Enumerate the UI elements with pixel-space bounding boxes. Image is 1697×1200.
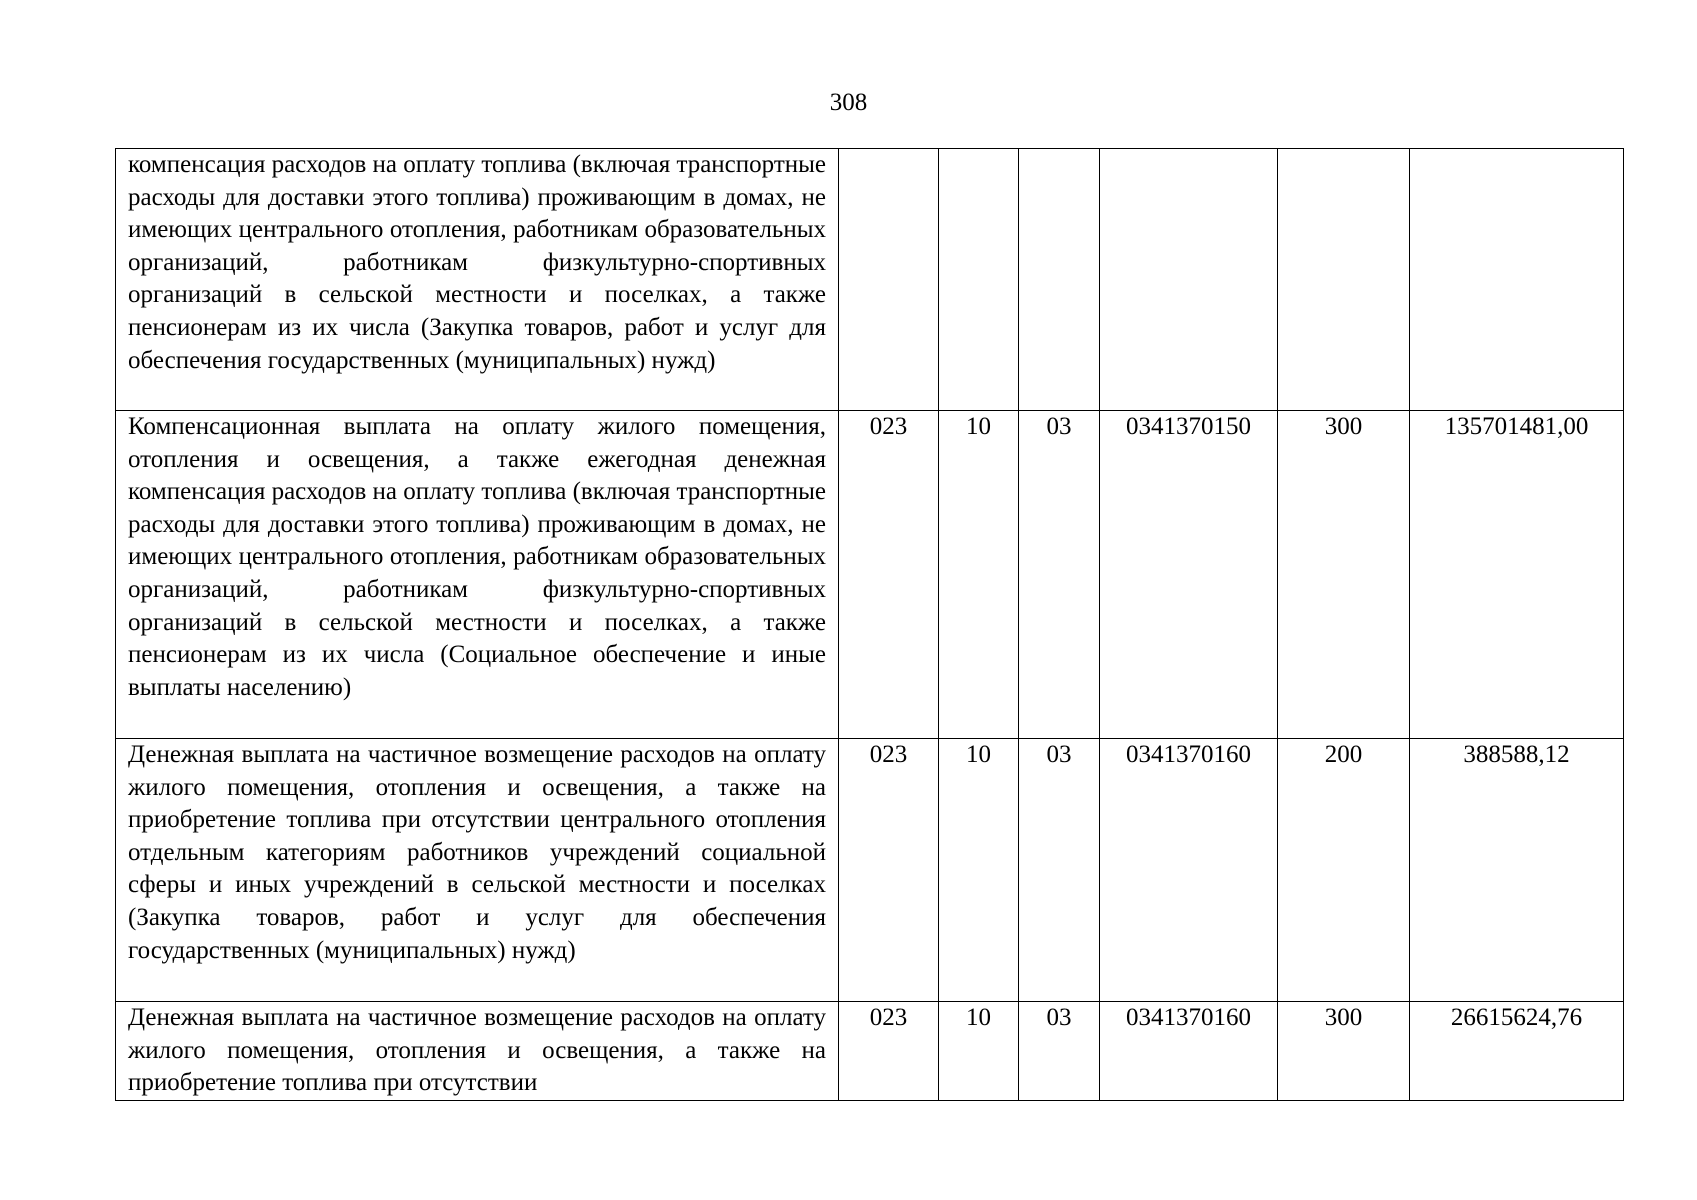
row-description: компенсация расходов на оплату топлива (включая транспортные расходы для доставки этого топлива) проживающим в домах, не имеющих центрального отопления, работникам образовательных организаций, работникам физкультурно-спортивных организаций в сельской местности и поселках, а также пенсионерам из их числа (Закупка товаров, работ и услуг для обеспечения государственных (муниципальных) нужд) <box>116 149 839 411</box>
subsection-code: 03 <box>1019 739 1100 1002</box>
target-article-code: 0341370150 <box>1100 411 1278 739</box>
target-article-code: 0341370160 <box>1100 739 1278 1002</box>
ministry-code: 023 <box>839 739 939 1002</box>
amount: 388588,12 <box>1410 739 1624 1002</box>
table-row <box>116 411 1624 739</box>
section-code: 10 <box>939 739 1019 1002</box>
subsection-code <box>1019 149 1100 411</box>
subsection-code: 03 <box>1019 411 1100 739</box>
page-number: 308 <box>829 89 868 116</box>
section-code: 10 <box>939 411 1019 739</box>
table-row <box>116 1002 1624 1101</box>
target-article-code: 0341370160 <box>1100 1002 1278 1101</box>
table-row <box>116 739 1624 1002</box>
section-code <box>939 149 1019 411</box>
table-row <box>116 149 1624 411</box>
amount: 26615624,76 <box>1410 1002 1624 1101</box>
row-description: Денежная выплата на частичное возмещение расходов на оплату жилого помещения, отопления и освещения, а также на приобретение топлива при отсутствии центрального отопления отдельным категориям работников учреждений социальной сферы и иных учреждений в сельской местности и поселках (Закупка товаров, работ и услуг для обеспечения государственных (муниципальных) нужд) <box>116 739 839 1002</box>
amount: 135701481,00 <box>1410 411 1624 739</box>
budget-table <box>115 148 1624 1101</box>
row-description: Компенсационная выплата на оплату жилого помещения, отопления и освещения, а также ежегодная денежная компенсация расходов на оплату топлива (включая транспортные расходы для доставки этого топлива) проживающим в домах, не имеющих центрального отопления, работникам образовательных организаций, работникам физкультурно-спортивных организаций в сельской местности и поселках, а также пенсионерам из их числа (Социальное обеспечение и иные выплаты населению) <box>116 411 839 739</box>
subsection-code: 03 <box>1019 1002 1100 1101</box>
amount <box>1410 149 1624 411</box>
expense-type-code: 200 <box>1278 739 1410 1002</box>
ministry-code: 023 <box>839 1002 939 1101</box>
row-description: Денежная выплата на частичное возмещение расходов на оплату жилого помещения, отопления и освещения, а также на приобретение топлива при отсутствии <box>116 1002 839 1101</box>
expense-type-code <box>1278 149 1410 411</box>
expense-type-code: 300 <box>1278 411 1410 739</box>
section-code: 10 <box>939 1002 1019 1101</box>
target-article-code <box>1100 149 1278 411</box>
expense-type-code: 300 <box>1278 1002 1410 1101</box>
ministry-code: 023 <box>839 411 939 739</box>
ministry-code <box>839 149 939 411</box>
